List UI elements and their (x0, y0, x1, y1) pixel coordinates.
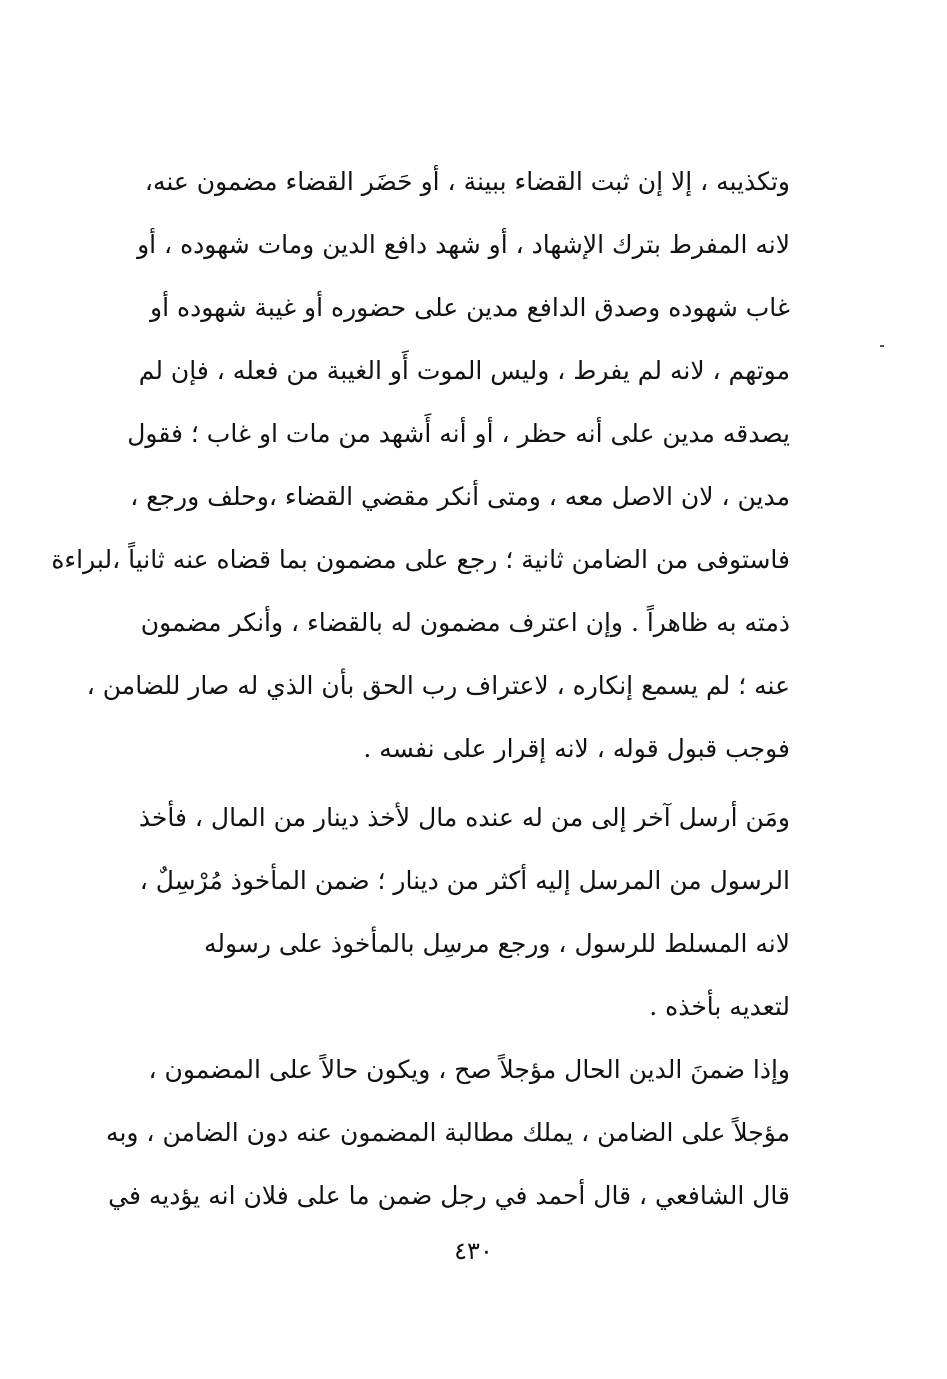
text-line: فاستوفى من الضامن ثانية ؛ رجع على مضمون بما قضاه عنه ثانياً ،لبراءة (51, 545, 790, 574)
text-line: عنه ؛ لم يسمع إنكاره ، لاعتراف رب الحق بأن الذي له صار للضامن ، (86, 671, 790, 700)
text-line: فوجب قبول قوله ، لانه إقرار على نفسه . (363, 734, 790, 763)
text-line: لتعديه بأخذه . (649, 992, 790, 1021)
text-line: الرسول من المرسل إليه أكثر من دينار ؛ ضمن المأخوذ مُرْسِلٌ ، (139, 866, 790, 895)
paragraph-2 (138, 786, 790, 1038)
paragraph-3 (106, 1038, 790, 1227)
text-line: مدين ، لان الاصل معه ، ومتى أنكر مقضي القضاء ،وحلف ورجع ، (130, 482, 790, 511)
text-line: يصدقه مدين على أنه حظر ، أو أنه أَشهد من مات او غاب ؛ فقول (127, 419, 790, 448)
text-line: لانه المسلط للرسول ، ورجع مرسِل بالمأخوذ على رسوله (203, 929, 790, 958)
text-line: ذمته به ظاهراً . وإن اعترف مضمون له بالقضاء ، وأنكر مضمون (140, 608, 790, 637)
text-line: ومَن أرسل آخر إلى من له عنده مال لأخذ دينار من المال ، فأخذ (138, 803, 790, 832)
text-line: قال الشافعي ، قال أحمد في رجل ضمن ما على فلان انه يؤديه في (108, 1181, 790, 1210)
text-line: مؤجلاً على الضامن ، يملك مطالبة المضمون عنه دون الضامن ، وبه (106, 1118, 790, 1147)
text-line: لانه المفرط بترك الإشهاد ، أو شهد دافع الدين ومات شهوده ، أو (137, 230, 790, 259)
text-line: غاب شهوده وصدق الدافع مدين على حضوره أو غيبة شهوده أو (150, 293, 790, 322)
text-line: وإذا ضمنَ الدين الحال مؤجلاً صح ، ويكون حالاً على المضمون ، (148, 1055, 790, 1084)
page-number: ٤٣٠ (454, 1237, 493, 1265)
paragraph-1 (51, 150, 790, 780)
text-line: وتكذيبه ، إلا إن ثبت القضاء ببينة ، أو حَضَر القضاء مضمون عنه، (144, 167, 790, 196)
margin-mark (880, 345, 884, 347)
text-line: موتهم ، لانه لم يفرط ، وليس الموت أَو الغيبة من فعله ، فإن لم (138, 356, 790, 385)
